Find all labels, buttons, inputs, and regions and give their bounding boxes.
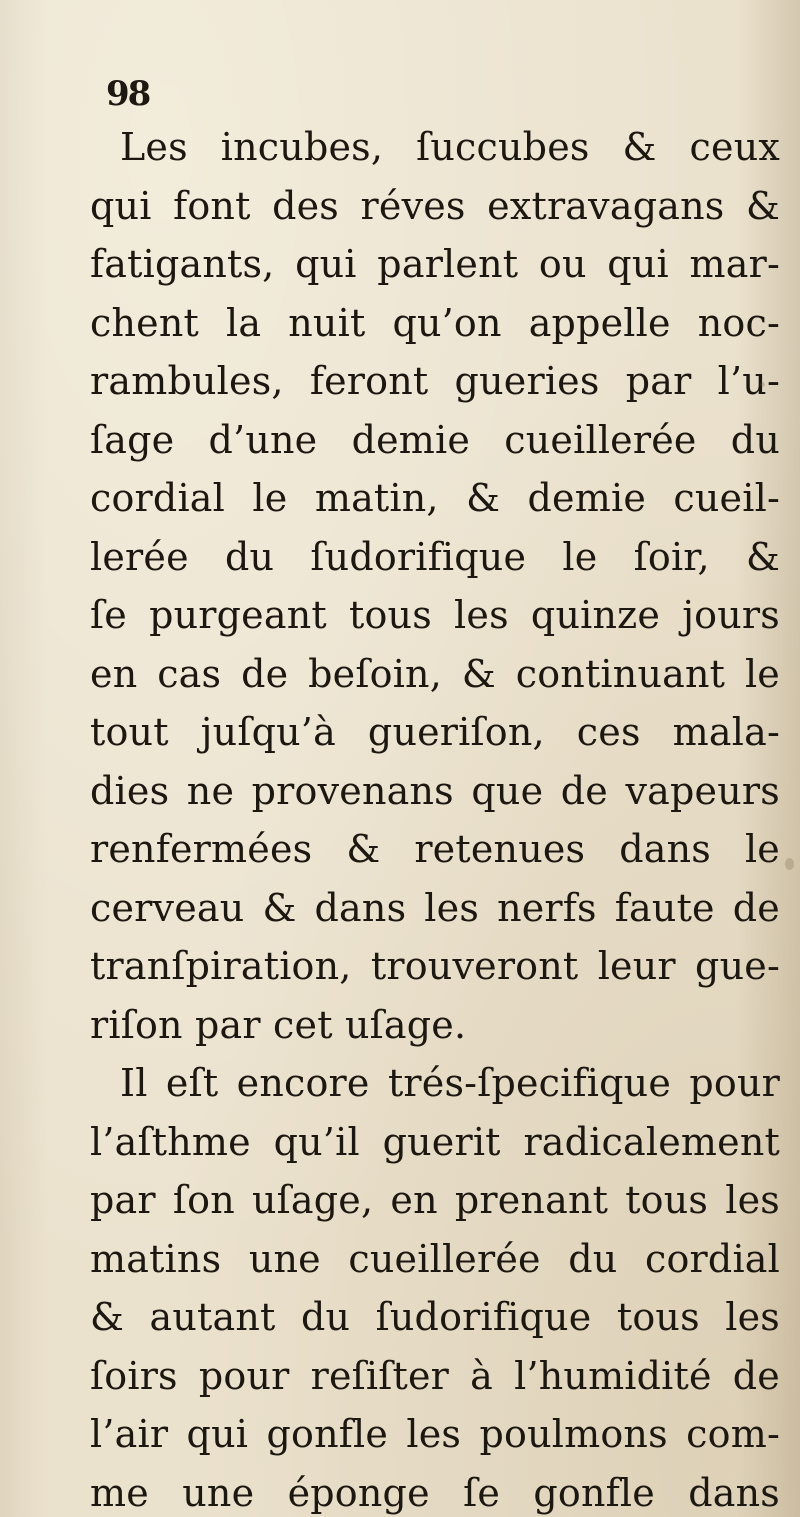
text-line: ſe purgeant tous les quinze jours: [90, 593, 780, 637]
text-line: l’air qui gonfle les poulmons com-: [90, 1412, 780, 1456]
text-line: Il eſt encore trés-ſpecifique pour: [120, 1061, 780, 1105]
paragraph-2: [90, 1054, 780, 1517]
body-text: [90, 118, 780, 1517]
text-line: renfermées & retenues dans le: [90, 827, 780, 871]
text-line: par ſon uſage, en prenant tous les: [90, 1178, 780, 1222]
paragraph-1: [90, 118, 780, 1054]
text-line: & autant du ſudorifique tous les: [90, 1295, 780, 1339]
text-line: riſon par cet uſage.: [90, 1002, 467, 1047]
text-line: cerveau & dans les nerfs faute de: [90, 885, 780, 930]
text-line: dies ne provenans que de vapeurs: [90, 768, 780, 813]
text-line: fatigants, qui parlent ou qui mar-: [90, 242, 780, 286]
text-line: cordial le matin, & demie cueil-: [90, 476, 780, 520]
text-line: l’aſthme qu’il guerit radicalement: [90, 1119, 780, 1164]
text-line: qui font des réves extravagans &: [90, 183, 780, 228]
page-number: 98: [106, 74, 150, 114]
text-line: Les incubes, ſuccubes & ceux: [120, 125, 780, 169]
text-line: matins une cueillerée du cordial: [90, 1236, 780, 1281]
text-line: en cas de beſoin, & continuant le: [90, 651, 780, 696]
text-line: chent la nuit qu’on appelle noc-: [90, 300, 780, 345]
text-line: me une éponge ſe gonfle dans: [90, 1470, 780, 1515]
paper-stain: [785, 858, 794, 870]
text-line: lerée du ſudorifique le ſoir, &: [90, 534, 780, 579]
text-line: tout juſqu’à gueriſon, ces mala-: [90, 710, 780, 754]
text-line: ſage d’une demie cueillerée du: [90, 417, 780, 462]
text-line: ſoirs pour reſiſter à l’humidité de: [90, 1353, 780, 1398]
paper-stain: [760, 382, 765, 387]
text-line: rambules, feront gueries par l’u-: [90, 359, 780, 403]
text-line: tranſpiration, trouveront leur gue-: [90, 944, 780, 988]
